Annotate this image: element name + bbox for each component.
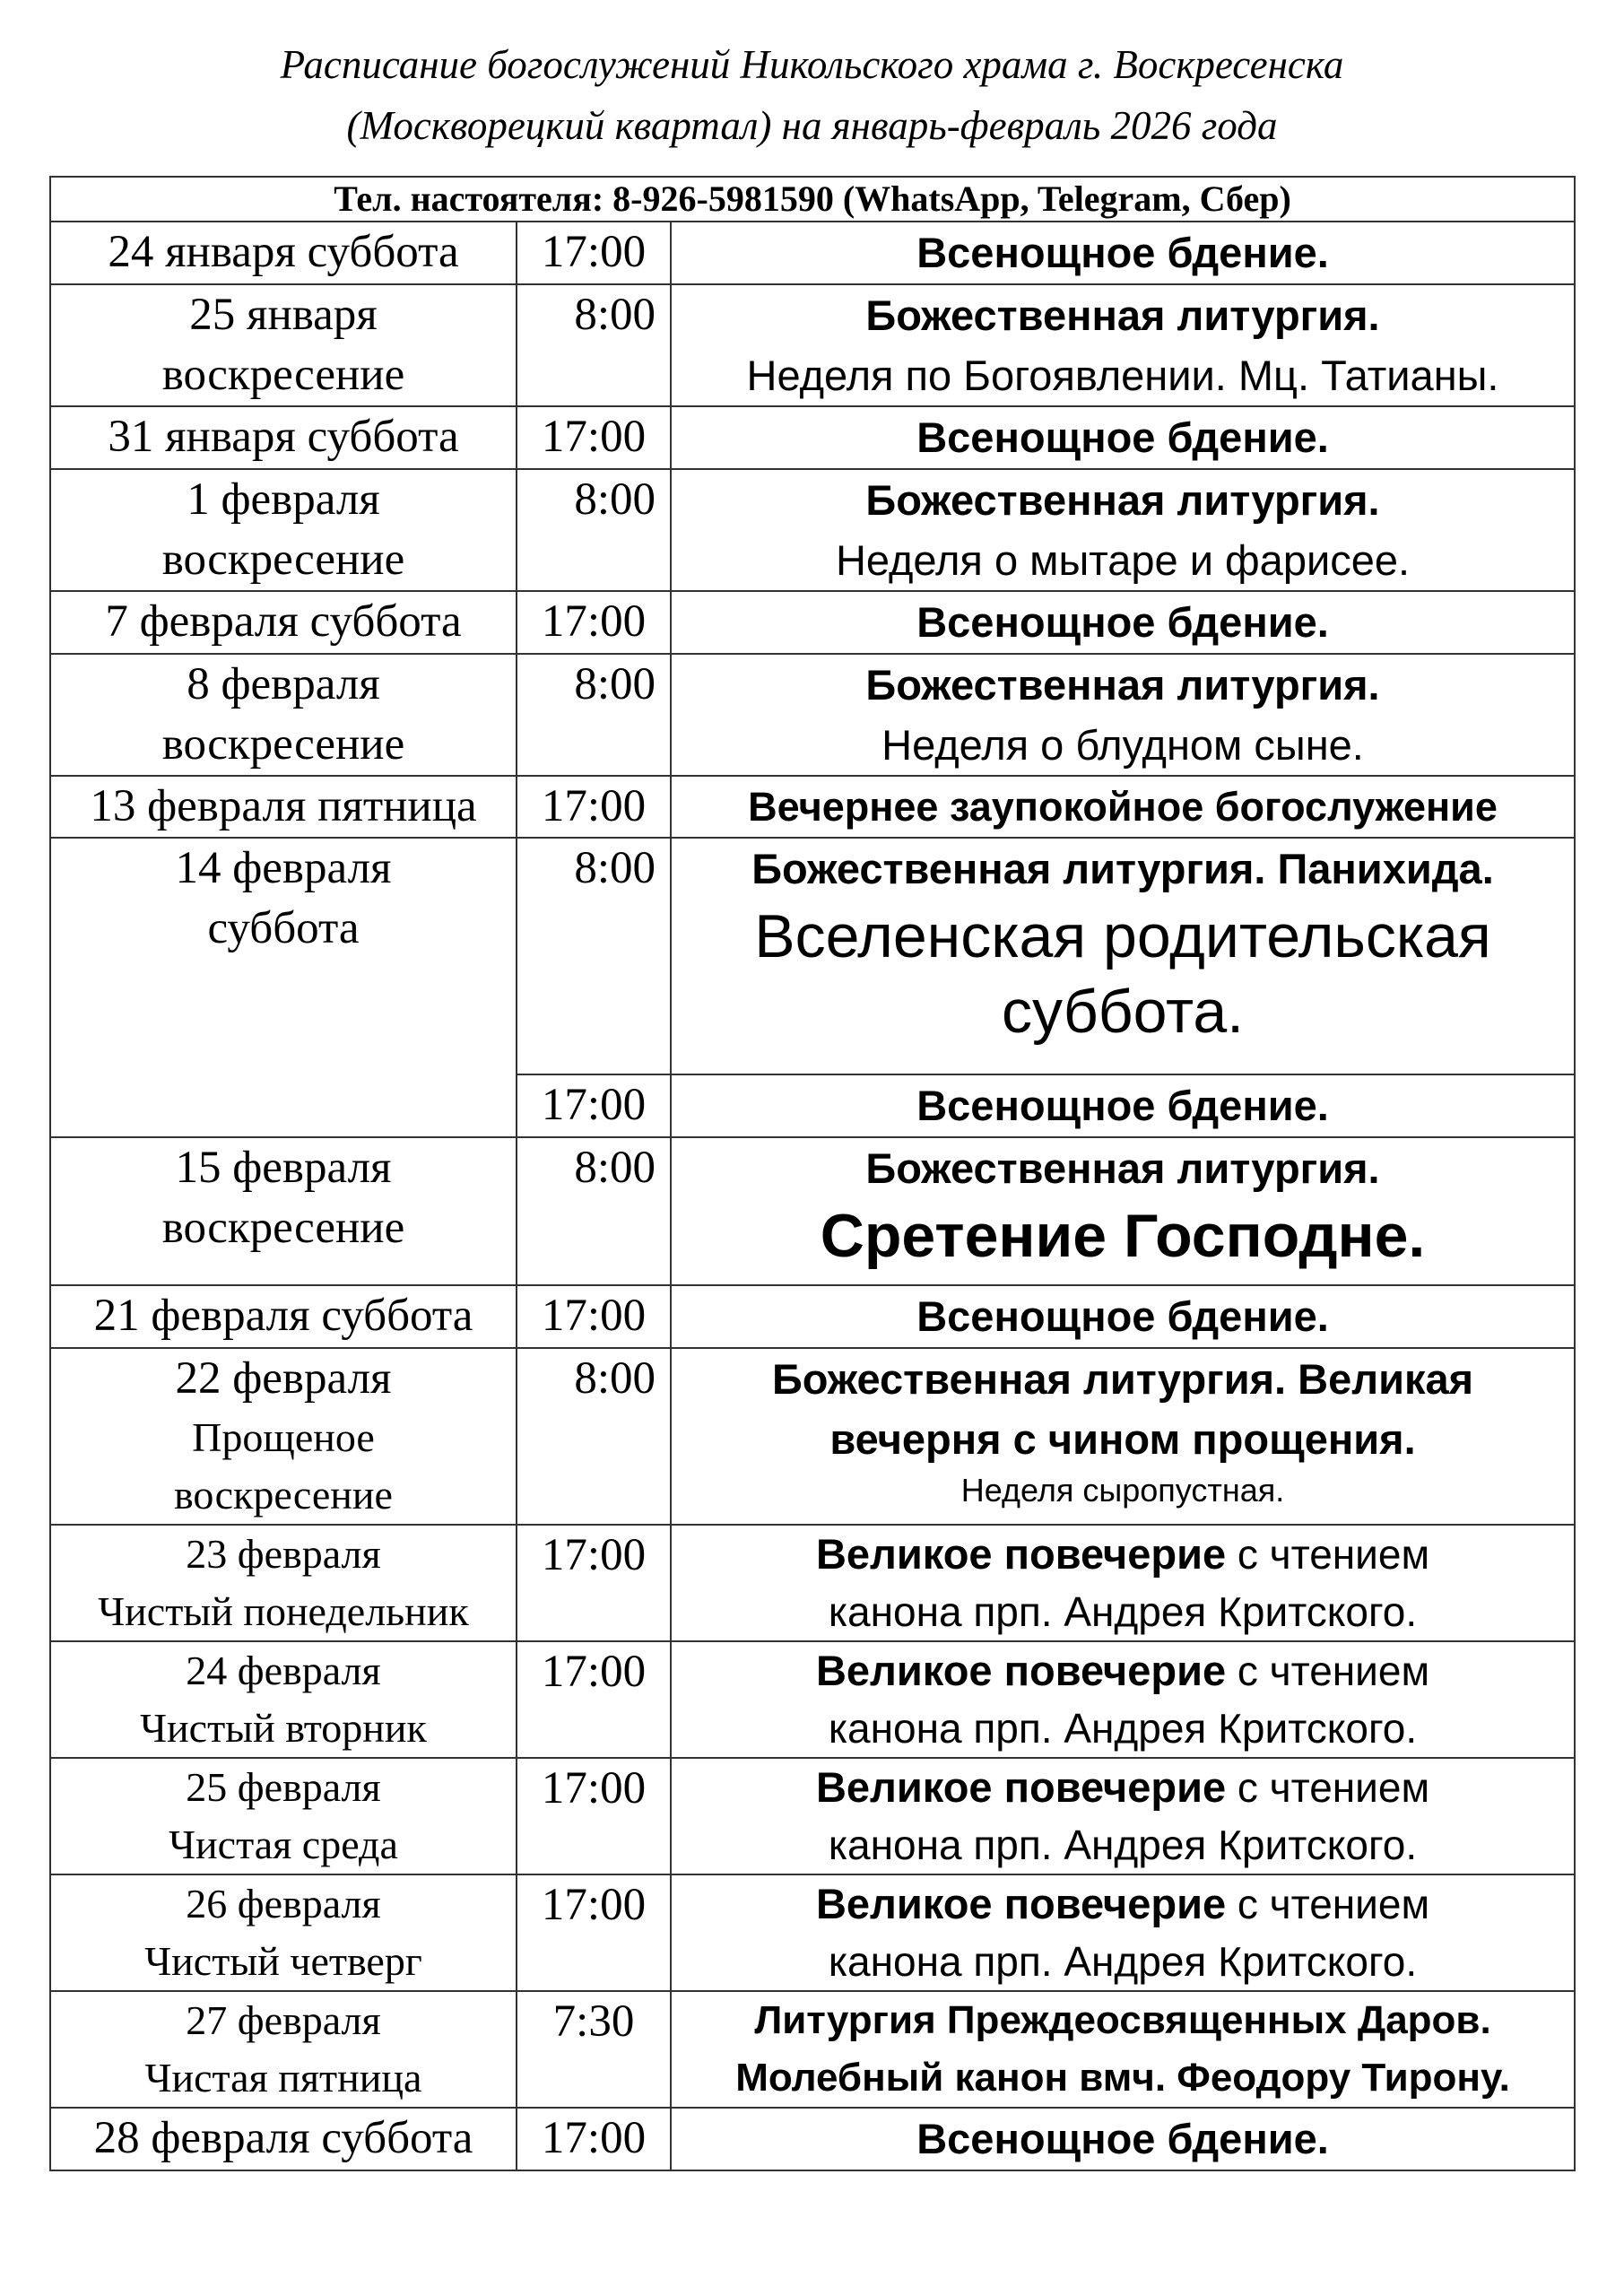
service-cell xyxy=(671,1074,1575,1137)
service-cell xyxy=(671,406,1575,469)
page-title xyxy=(0,34,1624,156)
date-cell xyxy=(50,654,517,776)
date-cell xyxy=(50,1758,517,1874)
time-cell: 8:00 xyxy=(517,284,671,406)
date-text: 24 февраля xyxy=(186,1648,381,1693)
phone-cell: Тел. настоятеля: 8-926-5981590 (WhatsApp, Telegram, Сбер) xyxy=(50,177,1575,222)
service-rest: с чтением xyxy=(1226,1648,1430,1694)
table-row xyxy=(50,1137,1575,1285)
service-note-2: суббота. xyxy=(1001,978,1245,1046)
service-text: Великое повечерие xyxy=(815,1880,1227,1927)
service-note: Неделя о мытаре и фарисее. xyxy=(835,536,1411,584)
time-cell: 17:00 xyxy=(517,222,671,284)
table-row xyxy=(50,838,1575,1074)
service-note: Неделя по Богоявлении. Мц. Татианы. xyxy=(746,352,1499,399)
service-line xyxy=(672,1759,1574,1816)
service-text: Великое повечерие xyxy=(815,1647,1227,1694)
service-line xyxy=(672,1526,1574,1583)
service-cell xyxy=(671,1348,1575,1525)
service-text: Божественная литургия. xyxy=(865,1144,1380,1192)
service-text: Божественная литургия. xyxy=(865,476,1380,524)
time-cell: 17:00 xyxy=(517,406,671,469)
table-row xyxy=(50,654,1575,776)
table-row xyxy=(50,469,1575,591)
service-text: Божественная литургия. xyxy=(865,661,1380,709)
service-cell xyxy=(671,1285,1575,1348)
date-cell: 21 февраля суббота xyxy=(50,1285,517,1348)
service-text: Божественная литургия. Великая xyxy=(771,1355,1474,1403)
service-text: Всенощное бдение. xyxy=(916,413,1329,461)
time-cell: 17:00 xyxy=(517,2108,671,2170)
service-cell xyxy=(671,654,1575,776)
service-cell xyxy=(671,469,1575,591)
time-cell: 17:00 xyxy=(517,1285,671,1348)
service-cell xyxy=(671,222,1575,284)
weekday-text: Чистый понедельник xyxy=(98,1588,469,1634)
table-row xyxy=(50,591,1575,654)
time-cell: 17:00 xyxy=(517,1525,671,1641)
service-line xyxy=(672,1875,1574,1933)
service-cell xyxy=(671,591,1575,654)
service-text: Великое повечерие xyxy=(815,1763,1227,1811)
weekday-text: воскресение xyxy=(161,535,405,585)
table-row xyxy=(50,1525,1575,1641)
schedule-table xyxy=(49,176,1576,2171)
date-text: 23 февраля xyxy=(186,1531,381,1577)
date-cell: 7 февраля суббота xyxy=(50,591,517,654)
time-cell: 8:00 xyxy=(517,1137,671,1285)
service-cell xyxy=(671,1137,1575,1285)
time-cell: 8:00 xyxy=(517,1348,671,1525)
table-row xyxy=(50,1348,1575,1525)
service-text: Литургия Преждеосвященных Даров. xyxy=(754,1998,1491,2042)
date-text: 1 февраля xyxy=(187,474,380,525)
date-cell xyxy=(50,1137,517,1285)
table-row xyxy=(50,222,1575,284)
service-note: Вселенская родительская xyxy=(754,902,1491,970)
time-cell: 8:00 xyxy=(517,654,671,776)
date-text: 25 февраля xyxy=(186,1764,381,1810)
weekday-text-2: воскресение xyxy=(174,1472,393,1518)
date-text: 26 февраля xyxy=(186,1881,381,1926)
date-cell xyxy=(50,838,517,1137)
service-cell xyxy=(671,1874,1575,1991)
date-text: 15 февраля xyxy=(175,1143,392,1193)
time-cell: 17:00 xyxy=(517,776,671,838)
date-text: 8 февраля xyxy=(187,659,380,709)
service-text: Всенощное бдение. xyxy=(916,1292,1329,1340)
table-row xyxy=(50,1285,1575,1348)
time-cell: 8:00 xyxy=(517,838,671,1074)
date-cell: 28 февраля суббота xyxy=(50,2108,517,2170)
service-rest: с чтением xyxy=(1226,1764,1430,1811)
service-text: Всенощное бдение. xyxy=(916,598,1329,646)
date-cell xyxy=(50,1348,517,1525)
time-cell: 17:00 xyxy=(517,1758,671,1874)
date-cell xyxy=(50,1525,517,1641)
title-line-2: (Москворецкий квартал) на январь-февраль 2026 года xyxy=(346,103,1278,148)
date-cell xyxy=(50,469,517,591)
service-cell xyxy=(671,1525,1575,1641)
weekday-text: Чистая среда xyxy=(169,1822,398,1867)
service-cell xyxy=(671,1758,1575,1874)
service-note: Неделя о блудном сыне. xyxy=(881,721,1364,769)
service-cell xyxy=(671,776,1575,838)
table-row xyxy=(50,2108,1575,2170)
service-note: Неделя сыропустная. xyxy=(960,1472,1285,1509)
service-rest: с чтением xyxy=(1226,1881,1430,1927)
date-cell: 24 января суббота xyxy=(50,222,517,284)
table-row xyxy=(50,284,1575,406)
service-note: Сретение Господне. xyxy=(820,1202,1426,1270)
table-row xyxy=(50,776,1575,838)
date-text: 22 февраля xyxy=(175,1353,392,1404)
date-cell xyxy=(50,284,517,406)
weekday-text: воскресение xyxy=(161,1203,405,1253)
service-text: Всенощное бдение. xyxy=(916,229,1329,276)
time-cell: 17:00 xyxy=(517,1074,671,1137)
weekday-text: воскресение xyxy=(161,719,405,770)
title-line-1: Расписание богослужений Никольского храма г. Воскресенска xyxy=(280,42,1344,87)
weekday-text: Чистый четверг xyxy=(144,1938,422,1984)
time-cell: 17:00 xyxy=(517,591,671,654)
service-cell xyxy=(671,1641,1575,1758)
service-line-2: канона прп. Андрея Критского. xyxy=(828,1705,1418,1752)
time-cell: 17:00 xyxy=(517,1641,671,1758)
time-cell: 7:30 xyxy=(517,1991,671,2108)
service-text: Всенощное бдение. xyxy=(916,1082,1329,1129)
service-cell xyxy=(671,2108,1575,2170)
table-row xyxy=(50,1991,1575,2108)
date-cell: 31 января суббота xyxy=(50,406,517,469)
service-rest: с чтением xyxy=(1226,1531,1430,1578)
service-line xyxy=(672,1642,1574,1700)
weekday-text: Чистая пятница xyxy=(144,2055,422,2100)
service-text: Божественная литургия. xyxy=(865,291,1380,339)
service-text: Всенощное бдение. xyxy=(916,2115,1329,2162)
service-text: Божественная литургия. Панихида. xyxy=(751,845,1494,892)
date-text: 14 февраля xyxy=(175,843,392,893)
date-cell xyxy=(50,1641,517,1758)
date-cell xyxy=(50,1991,517,2108)
date-cell xyxy=(50,1874,517,1991)
date-text: 27 февраля xyxy=(186,1997,381,2043)
service-line-2: канона прп. Андрея Критского. xyxy=(828,1938,1418,1985)
table-row xyxy=(50,1758,1575,1874)
table-row xyxy=(50,1874,1575,1991)
service-cell xyxy=(671,1991,1575,2108)
service-text: Вечернее заупокойное богослужение xyxy=(748,784,1498,830)
phone-row xyxy=(50,177,1575,222)
table-row xyxy=(50,406,1575,469)
service-text-2: вечерня с чином прощения. xyxy=(829,1415,1416,1463)
service-text-2: Молебный канон вмч. Феодору Тирону. xyxy=(735,2056,1510,2100)
time-cell: 17:00 xyxy=(517,1874,671,1991)
service-line-2: канона прп. Андрея Критского. xyxy=(828,1822,1418,1868)
table-row xyxy=(50,1641,1575,1758)
time-cell: 8:00 xyxy=(517,469,671,591)
weekday-text: Чистый вторник xyxy=(140,1705,427,1751)
weekday-text: Прощеное xyxy=(192,1414,375,1460)
service-cell xyxy=(671,284,1575,406)
weekday-text: воскресение xyxy=(161,350,405,400)
service-line-2: канона прп. Андрея Критского. xyxy=(828,1588,1418,1635)
date-text: 25 января xyxy=(189,290,378,340)
weekday-text: суббота xyxy=(207,903,360,953)
date-cell: 13 февраля пятница xyxy=(50,776,517,838)
service-text: Великое повечерие xyxy=(815,1530,1227,1578)
service-cell xyxy=(671,838,1575,1074)
